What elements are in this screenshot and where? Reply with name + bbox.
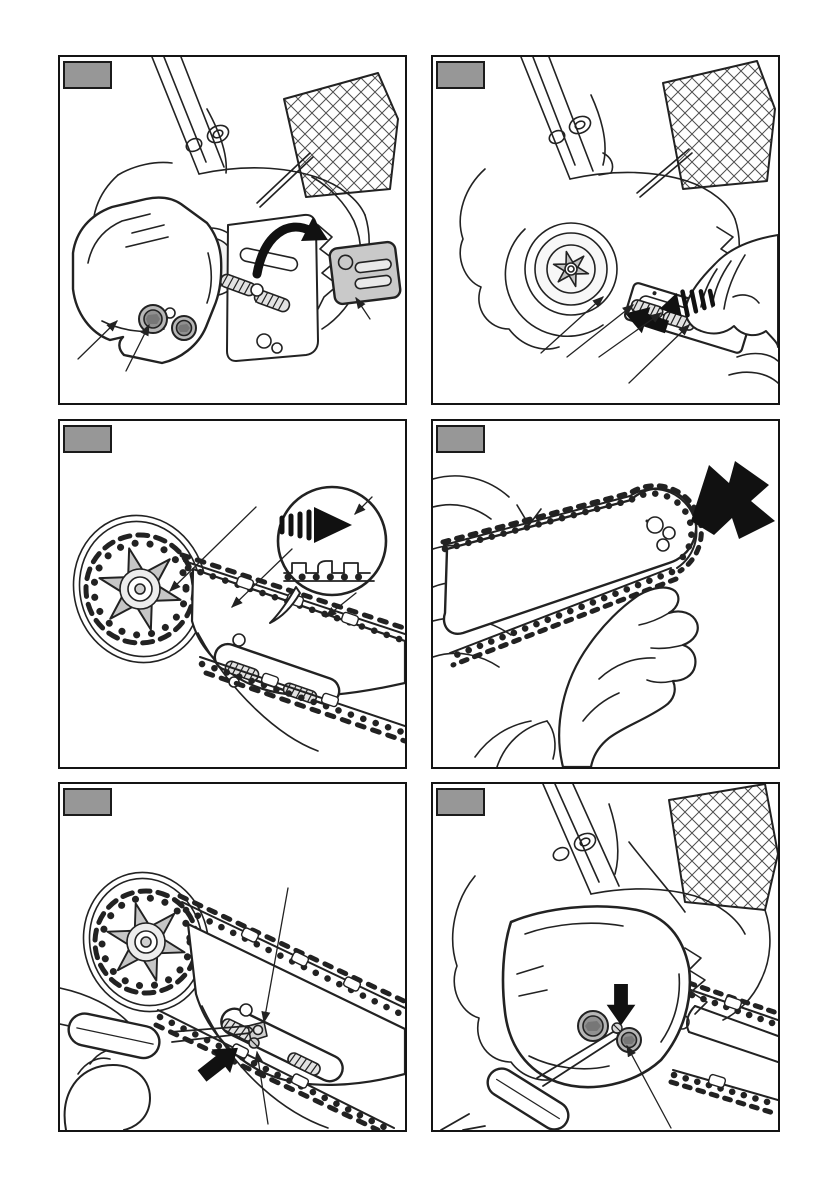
- illustration-chain-on-sprocket: [60, 421, 405, 767]
- figure-panel-5: [58, 782, 407, 1132]
- figure-label-box: [436, 788, 485, 816]
- figure-panel-1: [58, 55, 407, 405]
- cover-knob: [139, 305, 167, 333]
- hand: [686, 235, 778, 383]
- illustration-seat-chain-bar-nose: [433, 421, 778, 767]
- illustration-remove-cover: [60, 57, 405, 403]
- inner-guide-plate: [329, 241, 401, 305]
- cover-knob: [578, 1011, 608, 1041]
- figure-label-box: [436, 61, 485, 89]
- sprocket-cover: [503, 906, 690, 1087]
- figure-label-box: [63, 425, 112, 453]
- chain-direction-inset: [270, 487, 386, 623]
- hand: [60, 988, 150, 1130]
- figure-label-box: [436, 425, 485, 453]
- figure-panel-6: [431, 782, 780, 1132]
- figure-label-box: [63, 61, 112, 89]
- figure-panel-2: [431, 55, 780, 405]
- figure-label-box: [63, 788, 112, 816]
- illustration-fit-guide-plate: [433, 57, 778, 403]
- figure-panel-4: [431, 419, 780, 769]
- illustration-tighten-tensioner: [433, 784, 778, 1130]
- sprocket-cover: [73, 198, 221, 363]
- cover-knob: [172, 316, 196, 340]
- large-press-arrow-icon: [691, 461, 775, 539]
- figure-panel-3: [58, 419, 407, 769]
- illustration-set-tension-pin: [60, 784, 405, 1130]
